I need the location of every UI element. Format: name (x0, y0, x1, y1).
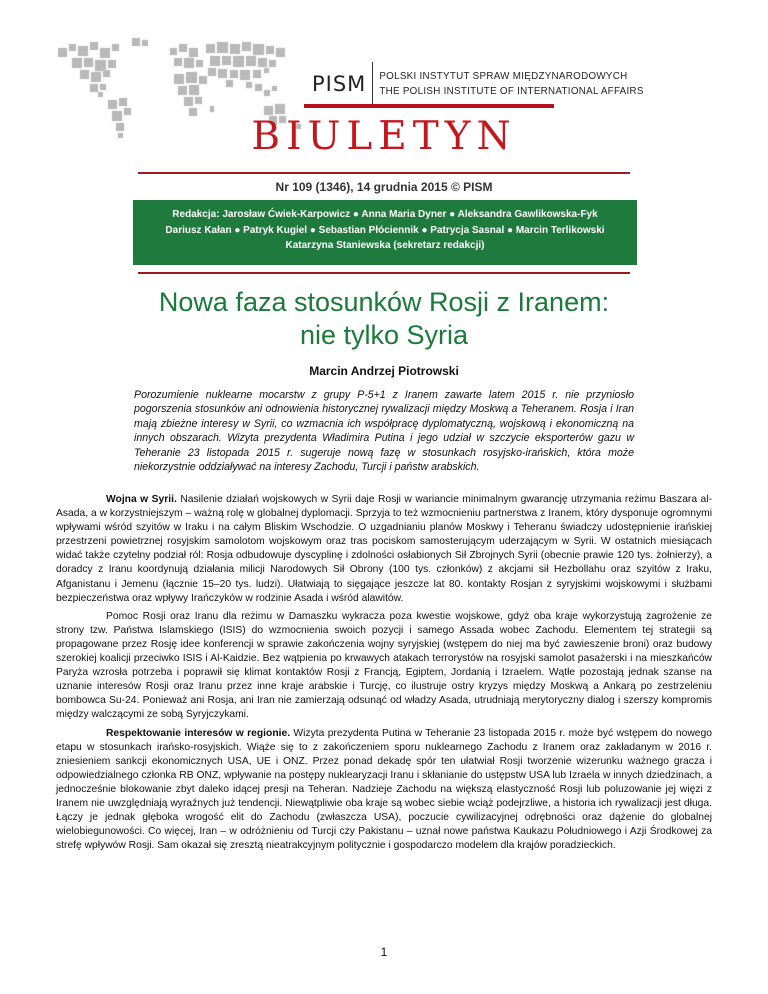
page-number: 1 (380, 945, 388, 959)
editors-divider (138, 272, 630, 274)
article-title (0, 286, 768, 352)
section-heading-war-in-syria: Wojna w Syrii. (106, 494, 177, 505)
article-title-line-2: nie tylko Syria (299, 320, 469, 350)
editors-line-1: Redakcja: Jarosław Ćwiek-Karpowicz ● Anna Maria Dyner ● Aleksandra Gawlikowska-Fyk (172, 209, 598, 220)
pism-logo (312, 62, 644, 106)
publication-title: BIULETYN (251, 114, 517, 159)
editors-line-2: Dariusz Kałan ● Patryk Kugiel ● Sebastian Płóciennik ● Patrycja Sasnal ● Marcin Terlikowski (165, 224, 605, 236)
issue-line: Nr 109 (1346), 14 grudnia 2015 © PISM (275, 180, 493, 194)
editorial-board-box (133, 200, 637, 265)
paragraph-2: Pomoc Rosji oraz Iranu dla reżimu w Damaszku wykracza poza kwestie wojskowe, gdyż oba kraje wykorzystują zagrożenie ze strony tzw. Państwa Islamskiego (ISIS) do wzmocnienia swoich pozycji i samego Assada wobec Zachodu. Elementem tej strategii są propagowane przez Rosję idee konferencji w sprawie zakończenia wojny syryjskiej (wstępem do niej ma być zawieszenie broni) oraz budowy szerokiej koalicji przeciwko ISIS i Al-Kaidzie. Bez wątpienia po krwawych atakach terrorystów na rosyjski samolot pasażerski i na mieszkańców Paryża wzrosła potrzeba i poprawił się klimat kontaktów Rosji z Francją, Egiptem, Jordanią i Izraelem. Wątłe pozostają jednak szanse na uznanie interesów Rosji oraz Iranu przez inne kraje arabskie i Turcję, co ilustruje ostry kryzys między Moskwą a Ankarą po zestrzeleniu bombowca Su-24. Ponieważ ani Rosja, ani Iran nie zamierzają odsunąć od władzy Asada, utrudniają merytoryczny dialog i szerszy kompromis między walczącymi ze sobą Syryjczykami. (56, 610, 712, 721)
paragraph-3-text: Wizyta prezydenta Putina w Teheranie 23 listopada 2015 r. może być wstępem do nowego etapu w stosunkach irańsko-rosyjskich. Wiąże się to z zakończeniem sporu nuklearnego Zachodu z Iranem oraz zakładanym w 2016 r. zniesieniem sankcji ekonomicznych USA, UE i ONZ. Przez ponad dekadę spór ten ułatwiał Rosji tworzenie wizerunku ważnego gracza i odpowiedzialnego członka RB ONZ, wpływanie na postępy nuklearyzacji Iranu i skłanianie do ustępstw USA lub Izraela w innych dziedzinach, a jednocześnie blokowanie zbyt daleko idącej presji na Teheran. Nadzieje Zachodu na większą elastyczność Rosji lub poluzowanie jej więzi z Iranem nie uwzględniają wyraźnych już tendencji. Niewątpliwie oba kraje są wobec siebie wciąż podejrzliwe, a historia ich rywalizacji jest długa. Łączy je jednak głęboka wrogość elit do Zachodu (zwłaszcza USA), poczucie cywilizacyjnej odrębności oraz dążenie do globalnej wielobiegunowości. Co więcej, Iran – w odróżnieniu od Turcji czy Pakistanu – uznał nowe państwa Kaukazu Południowego i Azji Środkowej za strefę wpływów Rosji. Sam okazał się zresztą nieatrakcyjnym politycznie i gospodarczo modelem dla krajów poradzieckich. (56, 727, 712, 852)
logo-red-bar (304, 104, 554, 108)
paragraph-3 (56, 727, 712, 854)
paragraph-1-text: Nasilenie działań wojskowych w Syrii daje Rosji w wariancie minimalnym gwarancję utrzymania reżimu Baszara al-Asada, a w korzystniejszym – ważną rolę w globalnej dyplomacji. Sprzyja to też wzmocnieniu partnerstwa z Iranem, który dysponuje ogromnymi wpływami wśród szyitów w Iraku i na całym Bliskim Wschodzie. O uzgadnianiu planów Moskwy i Teheranu świadczy udostępnienie irańskiej przestrzeni powietrznej rosyjskim samolotom wojskowym oraz tras pociskom samosterującym uderzającym w Syrii. W ostatnich miesiącach widać także czytelny podział ról: Rosja odbudowuje dyscyplinę i zdolności osłabionych Sił Zbrojnych Syrii (obecnie prawie 120 tys. żołnierzy), a doradcy z Iranu koordynują działania milicji Narodowych Sił Obrony (100 tys. członków) z akcjami sił Hezbollahu oraz szyitów z Iraku, Afganistanu i Jemenu (łącznie 15–20 tys. ludzi). Ułatwiają to sięgające jeszcze lat 80. kontakty Rosjan z syryjskimi wojskowymi i służbami bezpieczeństwa oraz wpływy Irańczyków w rodzinie Asada i wśród alawitów. (56, 494, 712, 604)
header-divider (138, 172, 630, 174)
paragraph-1 (56, 493, 712, 606)
institute-name-pl: POLSKI INSTYTUT SPRAW MIĘDZYNARODOWYCH (379, 71, 628, 82)
pism-acronym: PISM (312, 62, 373, 106)
article-lead: Porozumienie nuklearne mocarstw z grupy P-5+1 z Iranem zawarte latem 2015 r. nie przyniosło pogorszenia stosunków ani odnowienia historycznej rywalizacji między Moskwą a Teheranem. Rosja i Iran mają zbieżne interesy w Syrii, co wzmacnia ich współpracę dyplomatyczną, wojskową i ekonomiczną na innych obszarach. Wizyta prezydenta Władimira Putina i jego udział w szczycie eksporterów gazu w Teheranie 23 listopada 2015 r. sugeruje nową fazę w stosunkach rosyjsko-irańskich, która może niekorzystnie oddziaływać na interesy Zachodu, Turcji i państw arabskich. (134, 389, 634, 474)
editors-line-3: Katarzyna Staniewska (sekretarz redakcji) (285, 240, 485, 251)
article-author: Marcin Andrzej Piotrowski (309, 364, 459, 378)
institute-name-en: THE POLISH INSTITUTE OF INTERNATIONAL AFFAIRS (379, 86, 644, 97)
article-title-line-1: Nowa faza stosunków Rosji z Iranem: (158, 287, 610, 317)
article-body (56, 493, 712, 857)
section-heading-regional-interests: Respektowanie interesów w regionie. (106, 727, 291, 739)
